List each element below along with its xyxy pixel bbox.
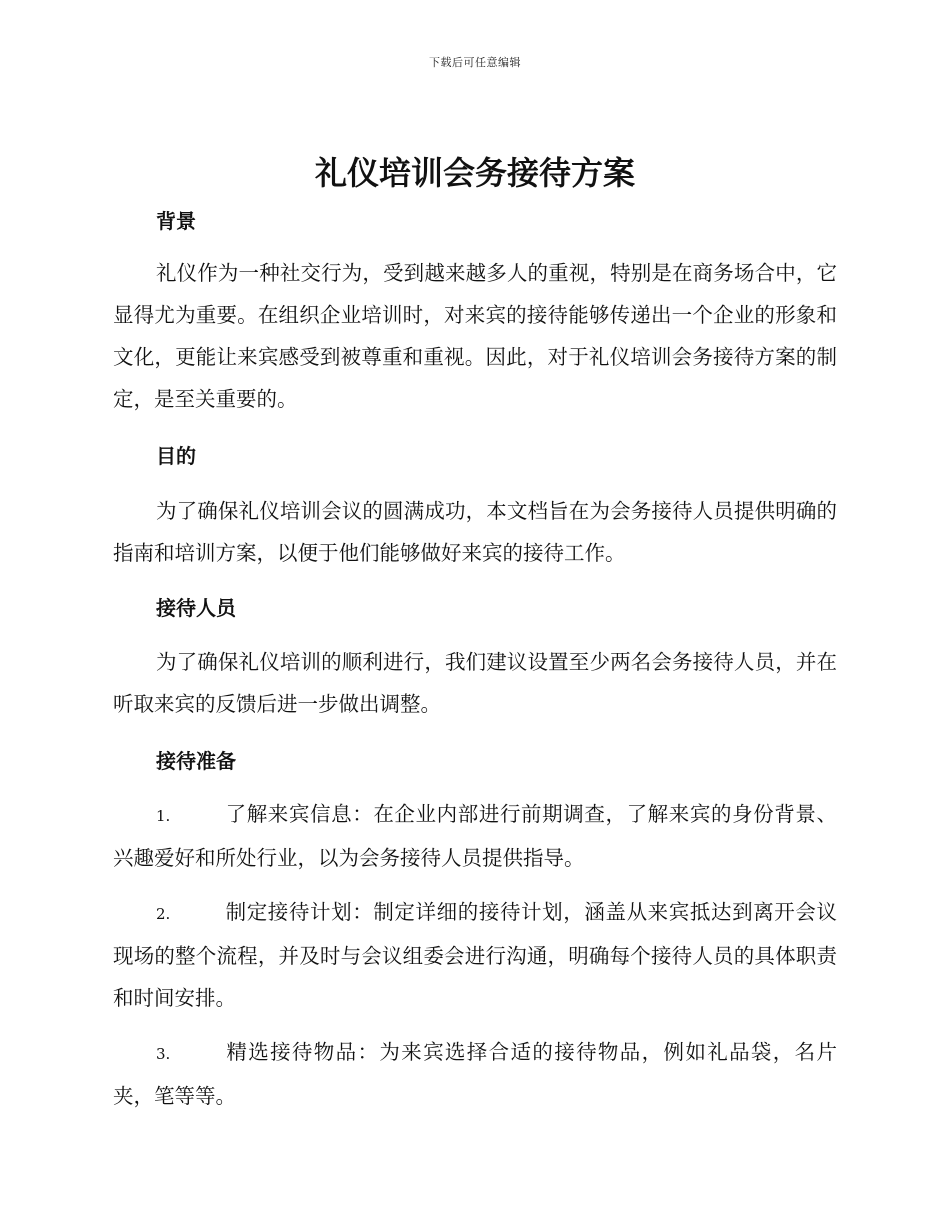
section-heading-reception-preparation: 接待准备	[156, 749, 236, 773]
list-item-text	[113, 793, 837, 879]
section-background-body	[113, 252, 837, 420]
list-item-number: 3.	[156, 1045, 171, 1063]
document-title: 礼仪培训会务接待方案	[314, 154, 635, 192]
list-item	[113, 1031, 837, 1117]
page-header-note: 下载后可任意编辑	[429, 56, 521, 69]
section-purpose-body	[113, 490, 837, 574]
section-heading-purpose: 目的	[156, 444, 196, 468]
list-item	[113, 891, 837, 1019]
list-item	[113, 793, 837, 879]
list-item-content: 制定接待计划：制定详细的接待计划，涵盖从来宾抵达到离开会议现场的整个流程，并及时与会议组委会进行沟通，明确每个接待人员的具体职责和时间安排。	[113, 900, 837, 1010]
list-item-text	[113, 1031, 837, 1117]
list-item-content: 了解来宾信息：在企业内部进行前期调查，了解来宾的身份背景、兴趣爱好和所处行业，以为会务接待人员提供指导。	[113, 802, 837, 870]
list-item-content: 精选接待物品：为来宾选择合适的接待物品，例如礼品袋，名片夹，笔等等。	[113, 1040, 837, 1108]
list-item-text	[113, 891, 837, 1019]
section-reception-staff-body	[113, 641, 837, 725]
list-item-number: 1.	[156, 807, 171, 825]
section-heading-background: 背景	[156, 209, 196, 233]
paragraph-reception-staff: 为了确保礼仪培训的顺利进行，我们建议设置至少两名会务接待人员，并在听取来宾的反馈后进一步做出调整。	[113, 650, 837, 716]
list-item-number: 2.	[156, 905, 171, 923]
section-heading-reception-staff: 接待人员	[156, 596, 236, 620]
paragraph-purpose: 为了确保礼仪培训会议的圆满成功，本文档旨在为会务接待人员提供明确的指南和培训方案，以便于他们能够做好来宾的接待工作。	[113, 499, 837, 565]
paragraph-background: 礼仪作为一种社交行为，受到越来越多人的重视，特别是在商务场合中，它显得尤为重要。在组织企业培训时，对来宾的接待能够传递出一个企业的形象和文化，更能让来宾感受到被尊重和重视。因此，对于礼仪培训会务接待方案的制定，是至关重要的。	[113, 261, 837, 411]
